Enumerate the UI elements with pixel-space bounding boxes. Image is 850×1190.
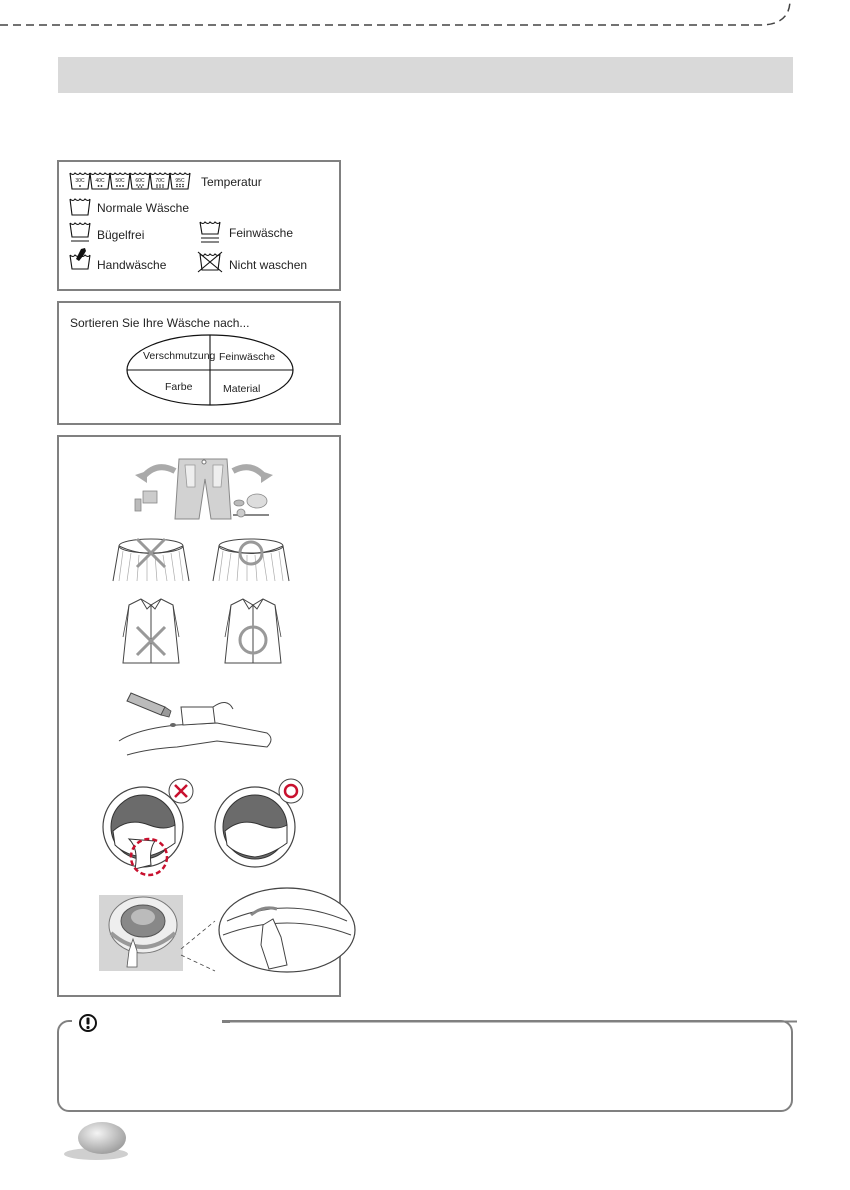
caution-box [57, 1020, 793, 1112]
temperature-icons [69, 170, 191, 194]
temp-badge-1: 30C [75, 178, 85, 184]
temperature-label: Temperatur [201, 175, 262, 189]
shirt-wrong-illustration [119, 597, 183, 667]
no-iron-icon [69, 221, 91, 243]
drum-overfill-wrong-illustration [99, 777, 199, 879]
delicate-wash-label: Feinwäsche [229, 226, 294, 240]
delicate-wash-icon [199, 220, 221, 244]
laundry-prep-illustrations-panel [57, 435, 341, 997]
sort-material: Material [223, 383, 261, 395]
temp-badge-5: 70C [155, 178, 165, 184]
door-seal-photo [99, 895, 183, 971]
sort-color: Farbe [165, 381, 193, 393]
cut-line [0, 0, 850, 50]
page-number-oval [62, 1120, 132, 1162]
temp-badge-6: 95C [175, 178, 185, 184]
drum-correct-load-illustration [211, 777, 307, 869]
normal-wash-label: Normale Wäsche [97, 201, 190, 215]
normal-wash-icon [69, 197, 91, 217]
hand-wash-label: Handwäsche [97, 258, 167, 272]
warning-icon [78, 1013, 98, 1033]
door-seal-detail-illustration [177, 885, 357, 975]
sort-delicate: Feinwäsche [219, 351, 276, 363]
sort-soiling: Verschmutzung [143, 350, 216, 362]
hand-wash-icon [69, 247, 91, 271]
waistband-right-illustration [209, 537, 293, 587]
temp-badge-2: 40C [95, 178, 105, 184]
sorting-title: Sortieren Sie Ihre Wäsche nach... [70, 316, 250, 330]
do-not-wash-label: Nicht waschen [229, 258, 308, 272]
do-not-wash-icon [197, 250, 223, 274]
temp-badge-3: 50C [115, 178, 125, 184]
caution-top-rule [222, 1020, 797, 1023]
section-header-bar [58, 57, 793, 93]
sorting-panel [57, 301, 341, 425]
temp-badge-4: 60C [135, 178, 145, 184]
shirt-right-illustration [221, 597, 285, 667]
care-symbols-panel [57, 160, 341, 291]
sorting-ellipse [125, 333, 295, 407]
pretreat-stain-illustration [117, 689, 277, 759]
empty-pockets-illustration [129, 457, 281, 521]
waistband-wrong-illustration [109, 537, 193, 587]
no-iron-label: Bügelfrei [97, 228, 145, 242]
